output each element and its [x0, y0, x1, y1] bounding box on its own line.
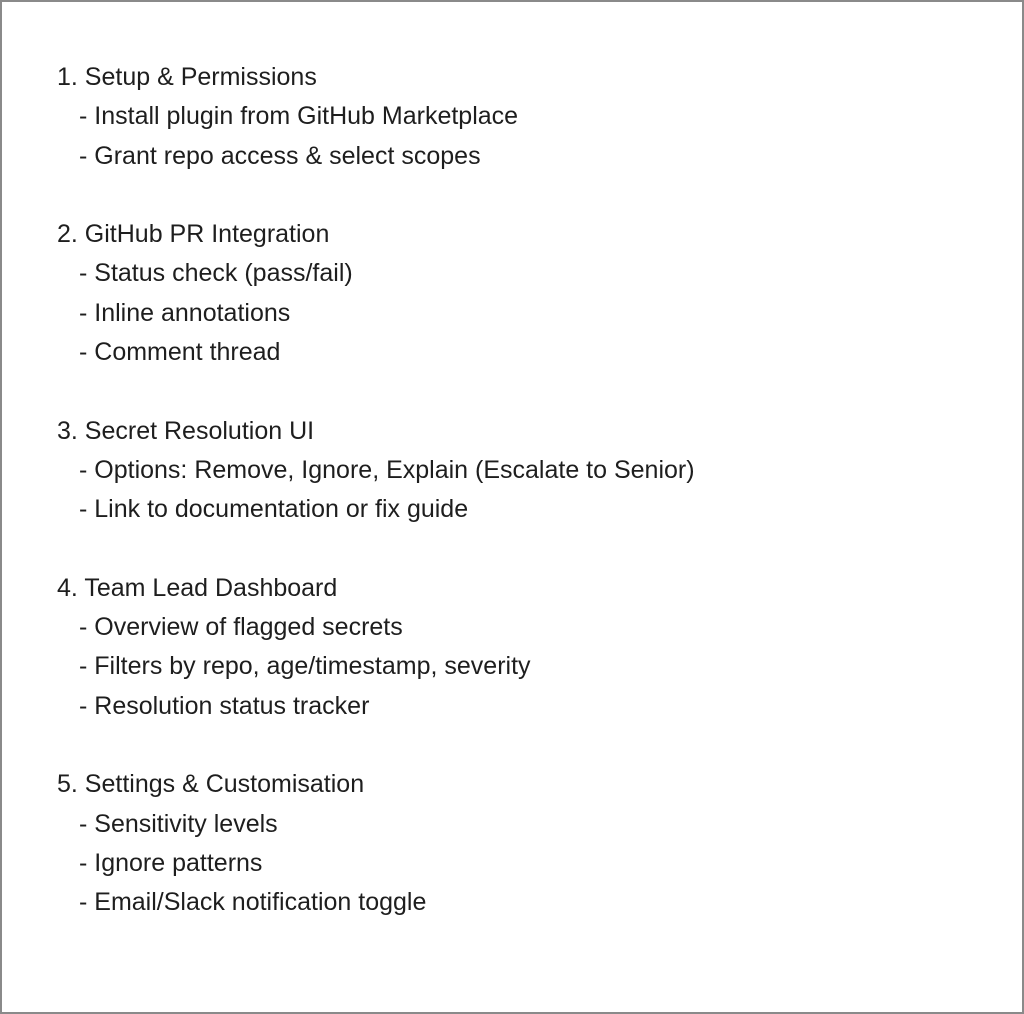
list-item: - Link to documentation or fix guide [79, 495, 469, 524]
section-title: 4. Team Lead Dashboard [57, 573, 338, 602]
feature-outline [57, 58, 695, 962]
section-github-pr-integration [57, 215, 695, 372]
list-item: - Sensitivity levels [79, 809, 278, 838]
section-title: 2. GitHub PR Integration [57, 220, 330, 249]
section-title: 1. Setup & Permissions [57, 63, 317, 91]
section-title: 5. Settings & Customisation [57, 770, 365, 799]
list-item: - Status check (pass/fail) [79, 259, 353, 288]
list-item: - Install plugin from GitHub Marketplace [79, 102, 519, 131]
list-item: - Inline annotations [79, 298, 291, 327]
section-secret-resolution-ui [57, 412, 695, 530]
section-title: 3. Secret Resolution UI [57, 416, 315, 445]
list-item: - Ignore patterns [79, 848, 263, 877]
list-item: - Email/Slack notification toggle [79, 888, 427, 917]
list-item: - Filters by repo, age/timestamp, severity [79, 652, 531, 681]
list-item: - Overview of flagged secrets [79, 613, 403, 642]
list-item: - Grant repo access & select scopes [79, 141, 481, 170]
list-item: - Options: Remove, Ignore, Explain (Escalate to Senior) [79, 455, 695, 484]
list-item: - Resolution status tracker [79, 691, 370, 720]
list-item: - Comment thread [79, 338, 281, 367]
section-settings-customisation [57, 765, 695, 922]
section-team-lead-dashboard [57, 569, 695, 726]
section-setup-permissions [57, 58, 695, 176]
